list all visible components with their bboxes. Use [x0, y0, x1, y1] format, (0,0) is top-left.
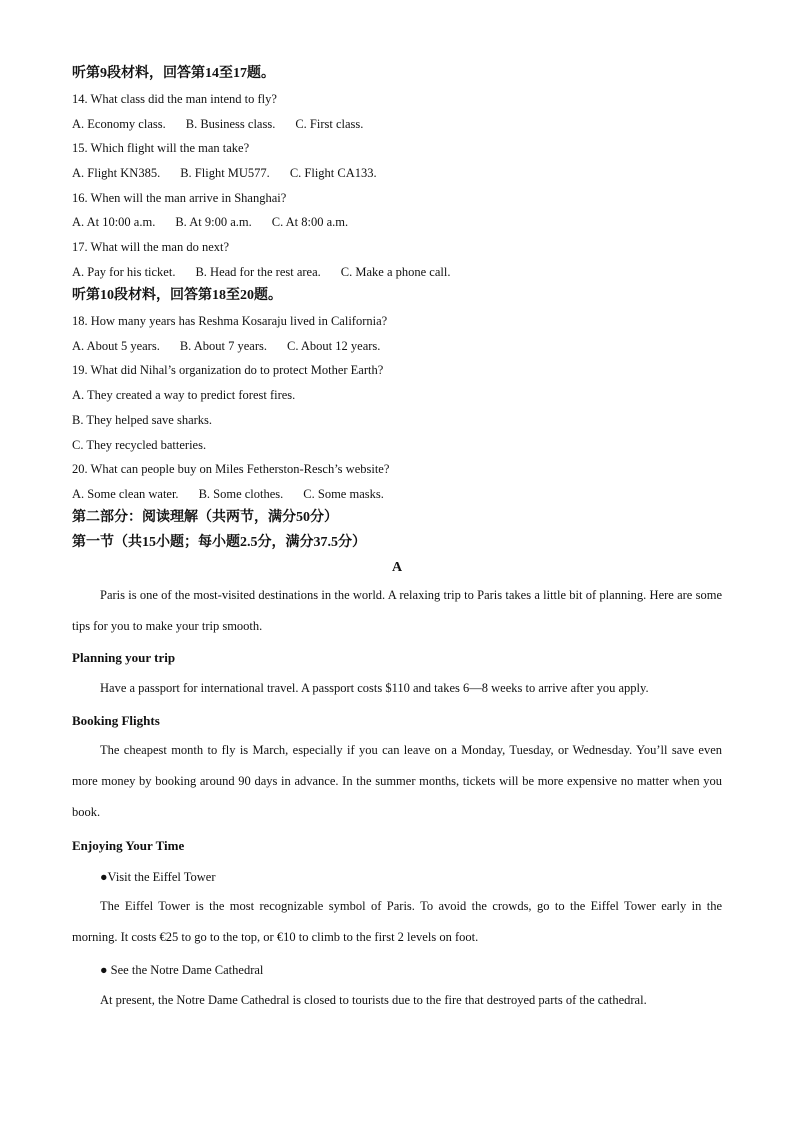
option-c: C. Some masks.: [303, 487, 384, 501]
option-a: A. Pay for his ticket.: [72, 265, 176, 279]
question-18-options: [72, 338, 400, 354]
question-20: 20. What can people buy on Miles Fetherston-Resch’s website?: [72, 462, 390, 476]
question-14: 14. What class did the man intend to fly?: [72, 92, 277, 106]
passage-intro: Paris is one of the most-visited destinations in the world. A relaxing trip to Paris takes a little bit of planning. Here are some tips for you to make your trip smooth.: [72, 588, 722, 633]
option-a: A. Some clean water.: [72, 487, 179, 501]
part-2-heading: 第二部分：阅读理解（共两节，满分50分）: [72, 510, 338, 525]
question-15: 15. Which flight will the man take?: [72, 141, 250, 155]
option-a: A. About 5 years.: [72, 339, 160, 353]
option-b: B. At 9:00 a.m.: [175, 215, 252, 229]
question-17: 17. What will the man do next?: [72, 240, 230, 254]
option-b: B. Flight MU577.: [180, 166, 270, 180]
section-10-heading: 听第10段材料，回答第18至20题。: [72, 288, 282, 303]
passage-letter: A: [391, 560, 403, 575]
question-18: 18. How many years has Reshma Kosaraju lived in California?: [72, 314, 388, 328]
section-9-heading: 听第9段材料，回答第14至17题。: [72, 66, 275, 81]
part-2-section-1-heading: 第一节（共15小题；每小题2.5分，满分37.5分）: [72, 535, 366, 550]
planning-heading: Planning your trip: [72, 650, 176, 665]
enjoying-heading: Enjoying Your Time: [72, 838, 185, 853]
option-b: B. Business class.: [185, 117, 276, 131]
option-a: A. Economy class.: [72, 117, 166, 131]
question-17-options: [72, 264, 470, 280]
option-c: C. Make a phone call.: [340, 265, 451, 279]
eiffel-text: The Eiffel Tower is the most recognizable symbol of Paris. To avoid the crowds, go to the Eiffel Tower early in the morning. It costs €25 to go to the top, or €10 to climb to the first 2 levels on foot.: [72, 899, 722, 944]
option-c: C. First class.: [295, 117, 364, 131]
option-a: A. At 10:00 a.m.: [72, 215, 156, 229]
question-20-options: [72, 486, 404, 502]
option-b: B. About 7 years.: [179, 339, 267, 353]
notre-dame-text: At present, the Notre Dame Cathedral is closed to tourists due to the fire that destroyed parts of the cathedral.: [100, 993, 647, 1007]
option-b: B. Some clothes.: [198, 487, 284, 501]
question-14-options: [72, 116, 383, 132]
booking-heading: Booking Flights: [72, 713, 160, 728]
eiffel-bullet: ●Visit the Eiffel Tower: [100, 870, 216, 884]
option-c: C. Flight CA133.: [289, 166, 377, 180]
question-16: 16. When will the man arrive in Shanghai?: [72, 191, 287, 205]
option-b: B. Head for the rest area.: [195, 265, 321, 279]
question-15-options: [72, 165, 397, 181]
question-19-option-c: C. They recycled batteries.: [72, 438, 207, 452]
question-16-options: [72, 214, 368, 230]
question-19-option-b: B. They helped save sharks.: [72, 413, 213, 427]
option-c: C. About 12 years.: [287, 339, 381, 353]
question-19-option-a: A. They created a way to predict forest fires.: [72, 388, 296, 402]
booking-text: The cheapest month to fly is March, especially if you can leave on a Monday, Tuesday, or Wednesday. You’ll save even more money by booking around 90 days in advance. In the summer months, tickets will be more expensive no matter when you book.: [72, 743, 722, 819]
option-a: A. Flight KN385.: [72, 166, 161, 180]
option-c: C. At 8:00 a.m.: [271, 215, 349, 229]
planning-text: Have a passport for international travel. A passport costs $110 and takes 6—8 weeks to arrive after you apply.: [100, 681, 649, 695]
notre-dame-bullet: ● See the Notre Dame Cathedral: [100, 963, 264, 977]
question-19: 19. What did Nihal’s organization do to protect Mother Earth?: [72, 363, 384, 377]
